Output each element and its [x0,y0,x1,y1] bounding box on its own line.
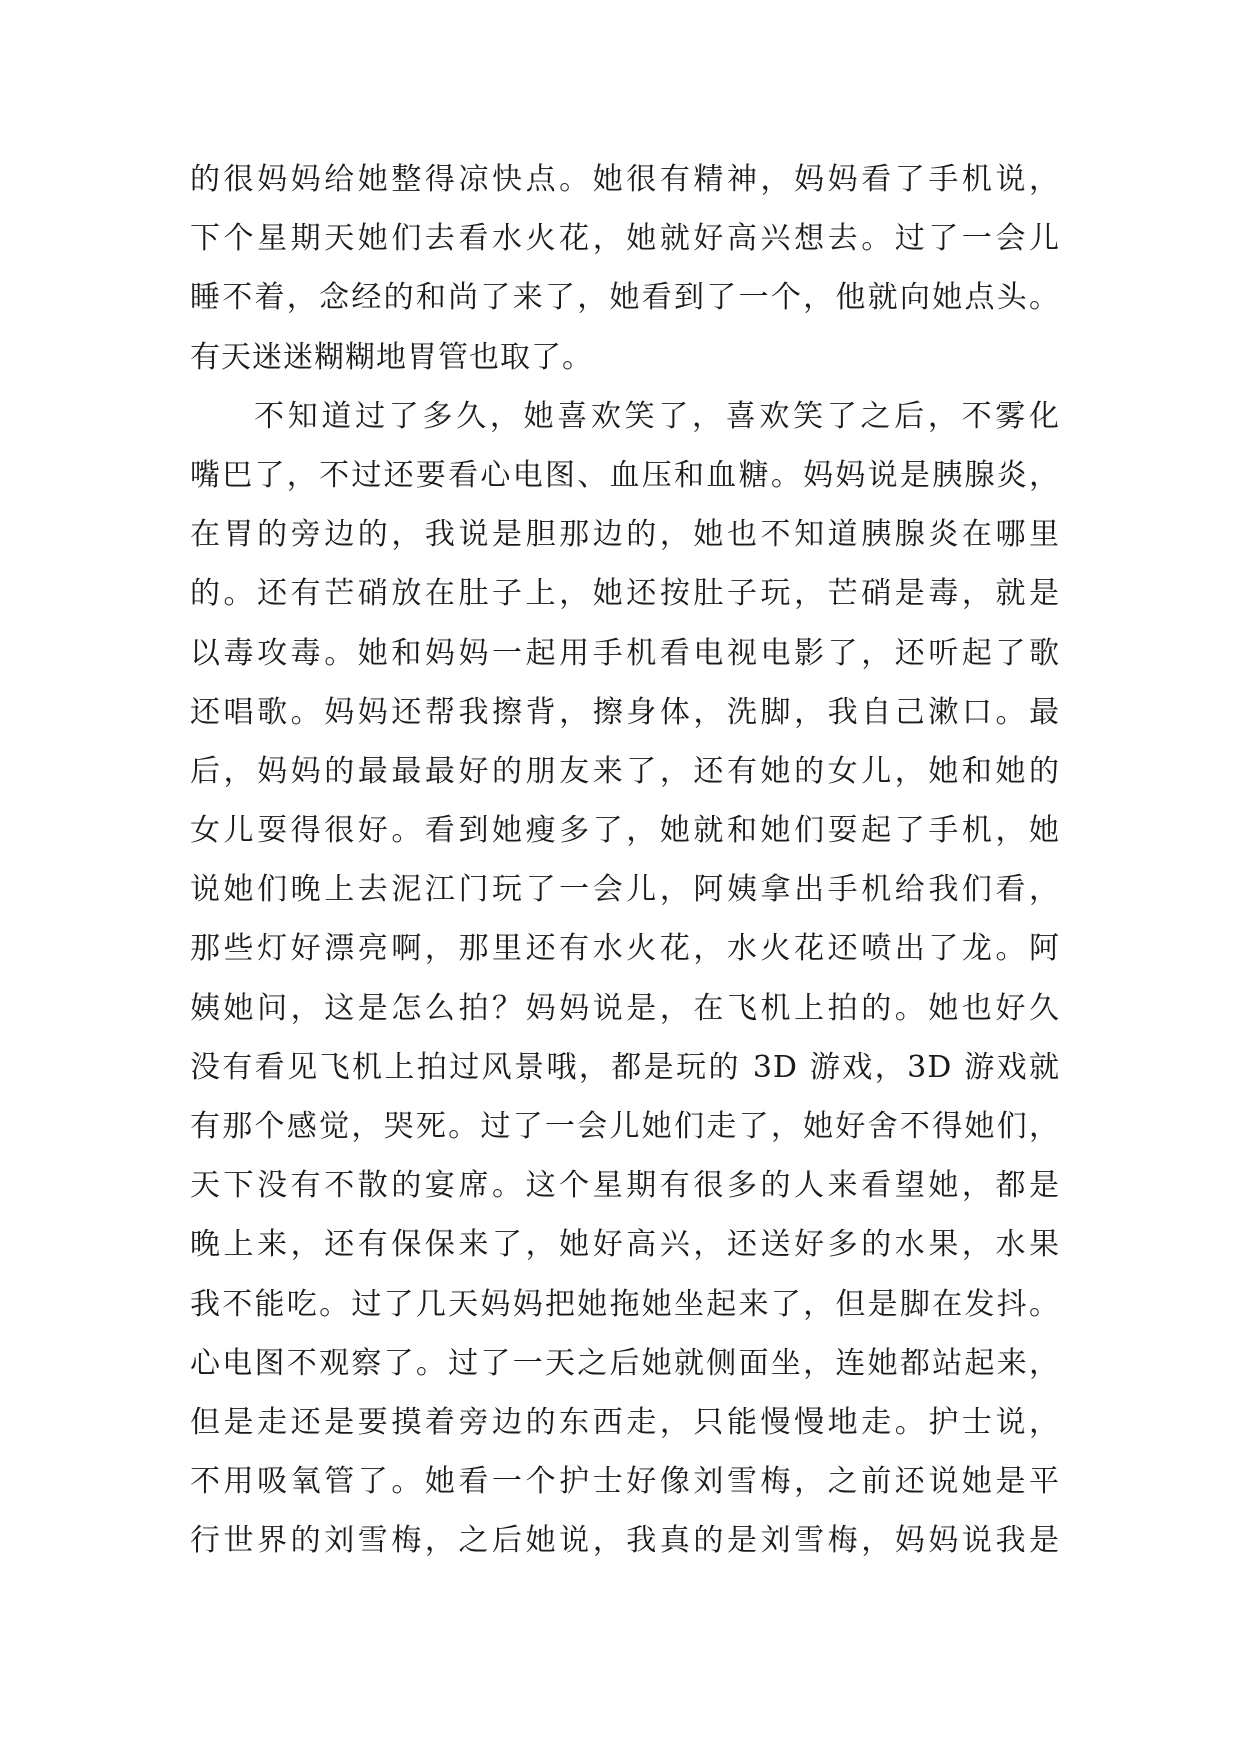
text-line: 心电图不观察了。过了一天之后她就侧面坐，连她都站起来， [190,1345,1060,1381]
text-line: 天下没有不散的宴席。这个星期有很多的人来看望她，都是 [190,1168,1060,1204]
body-text [190,150,1060,1571]
paragraph [190,150,1060,387]
text-line: 以毒攻毒。她和妈妈一起用手机看电视电影了，还听起了歌 [190,635,1060,671]
text-line: 的很妈妈给她整得凉快点。她很有精神，妈妈看了手机说， [190,162,1060,197]
text-line: 我不能吃。过了几天妈妈把她拖她坐起来了，但是脚在发抖。 [190,1286,1060,1322]
text-line: 有天迷迷糊糊地胃管也取了。 [190,339,593,375]
text-line: 还唱歌。妈妈还帮我擦背，擦身体，洗脚，我自己漱口。最 [190,694,1060,730]
text-line: 没有看见飞机上拍过风景哦，都是玩的 3D 游戏，3D 游戏就 [190,1049,1060,1085]
text-line: 说她们晚上去泥江门玩了一会儿，阿姨拿出手机给我们看， [190,872,1060,908]
text-line: 但是走还是要摸着旁边的东西走，只能慢慢地走。护士说， [190,1404,1060,1440]
text-line: 的。还有芒硝放在肚子上，她还按肚子玩，芒硝是毒，就是 [190,576,1060,612]
text-line: 那些灯好漂亮啊，那里还有水火花，水火花还喷出了龙。阿 [190,931,1060,967]
text-line: 睡不着，念经的和尚了来了，她看到了一个，他就向她点头。 [190,280,1060,316]
paragraph [190,387,1060,1571]
text-line: 有那个感觉，哭死。过了一会儿她们走了，她好舍不得她们， [190,1109,1060,1144]
text-line: 下个星期天她们去看水火花，她就好高兴想去。过了一会儿 [190,221,1060,257]
text-line: 晚上来，还有保保来了，她好高兴，还送好多的水果，水果 [190,1227,1060,1263]
text-line: 不知道过了多久，她喜欢笑了，喜欢笑了之后，不雾化 [254,398,1060,434]
text-line: 在胃的旁边的，我说是胆那边的，她也不知道胰腺炎在哪里 [190,517,1060,553]
text-line: 女儿耍得很好。看到她瘦多了，她就和她们耍起了手机，她 [190,813,1060,849]
text-line: 后，妈妈的最最最好的朋友来了，还有她的女儿，她和她的 [190,753,1060,789]
text-line: 嘴巴了，不过还要看心电图、血压和血糖。妈妈说是胰腺炎， [190,457,1060,493]
text-line: 不用吸氧管了。她看一个护士好像刘雪梅，之前还说她是平 [190,1464,1060,1500]
text-line: 姨她问，这是怎么拍？妈妈说是，在飞机上拍的。她也好久 [190,990,1060,1026]
text-line: 行世界的刘雪梅，之后她说，我真的是刘雪梅，妈妈说我是 [190,1523,1060,1559]
